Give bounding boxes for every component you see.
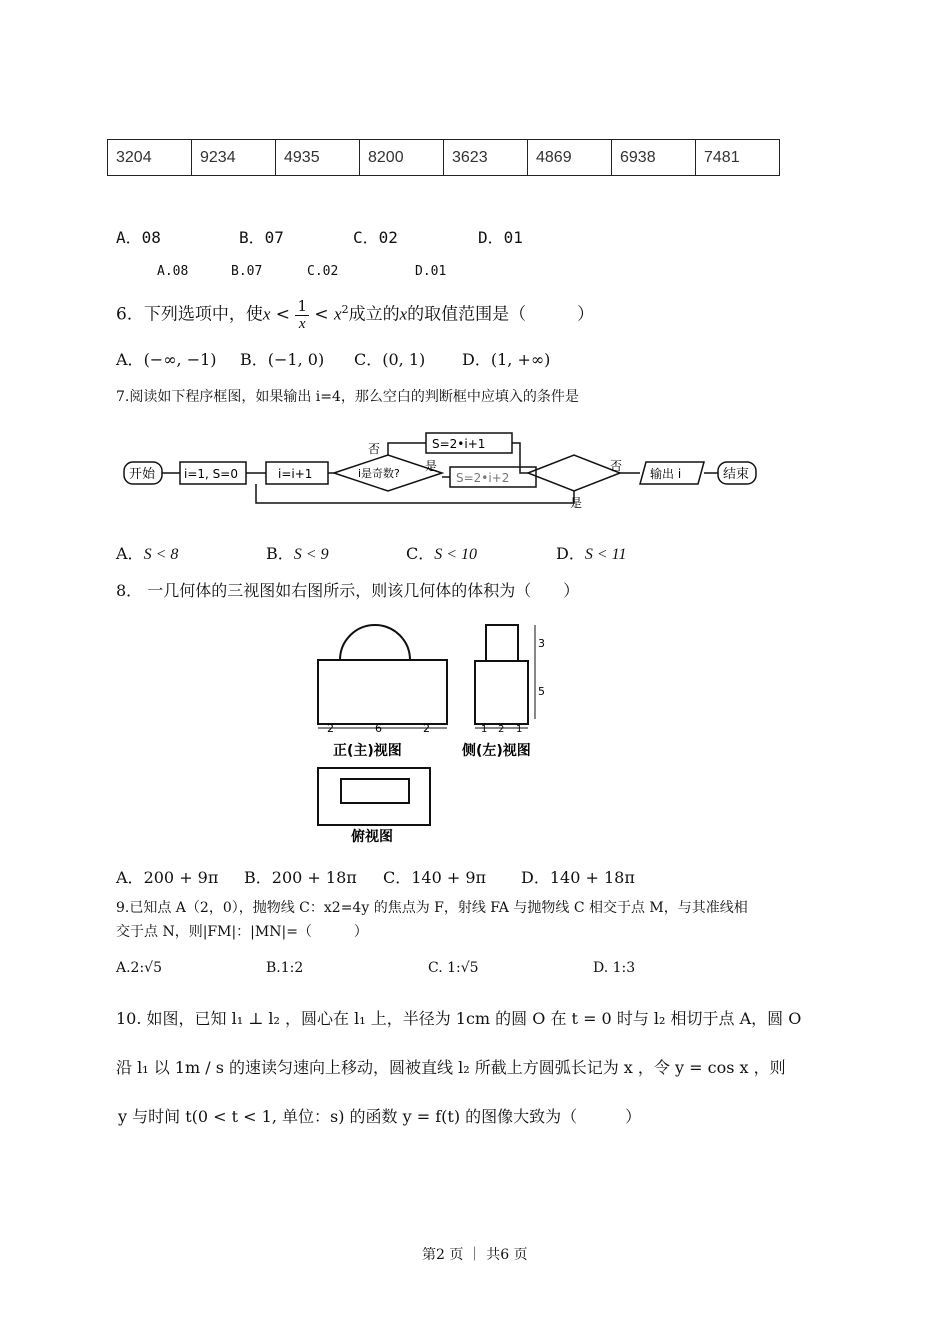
q6-b-label: B． bbox=[240, 350, 268, 369]
q6-a-label: A． bbox=[116, 350, 144, 369]
q6-a-value: (−∞, −1) bbox=[143, 350, 217, 369]
q6-b-value: (−1, 0) bbox=[267, 350, 325, 369]
q7-b-value: S < 9 bbox=[293, 546, 329, 563]
q8-a-label: A． bbox=[116, 868, 144, 887]
q9-option-c: C. 1:√5 bbox=[428, 960, 479, 976]
q7-b-label: B． bbox=[266, 544, 294, 563]
q5-option-d: D．01 bbox=[478, 228, 523, 247]
flow-s-yes: S=2•i+2 bbox=[456, 471, 510, 485]
flow-cond: i是奇数? bbox=[358, 467, 400, 480]
q8-b-label: B． bbox=[244, 868, 272, 887]
q7-a-label: A． bbox=[116, 544, 144, 563]
front-view-rect bbox=[318, 660, 447, 724]
q9-option-b: B.1:2 bbox=[266, 960, 304, 976]
front-view-label: 正(主)视图 bbox=[333, 743, 402, 759]
q5-options-small bbox=[157, 264, 446, 279]
q8-stem: 8． 一几何体的三视图如右图所示，则该几何体的体积为（ ） bbox=[116, 581, 580, 600]
q6-fraction bbox=[295, 298, 309, 333]
q7-c-value: S < 10 bbox=[434, 546, 478, 563]
q7-stem: 7.阅读如下程序框图，如果输出 i=4，那么空白的判断框中应填入的条件是 bbox=[116, 389, 579, 405]
q5-small-d: D.01 bbox=[415, 264, 447, 279]
random-number-table bbox=[107, 139, 780, 176]
dim-c: 2 bbox=[423, 722, 430, 735]
q10-line2: 沿 l₁ 以 1m / s 的速读匀速向上移动，圆被直线 l₂ 所截上方圆弧长记为 x ，令 y = cos x ，则 bbox=[116, 1058, 786, 1077]
dim-s1: 1 bbox=[481, 724, 488, 735]
q8-c-value: 140 + 9π bbox=[411, 868, 487, 887]
table-cell: 6938 bbox=[612, 140, 696, 176]
q6-suffix: 的取值范围是（ ） bbox=[407, 304, 595, 325]
q8-options bbox=[116, 865, 635, 888]
q9-line2: 交于点 N，则|FM|：|MN|=（ ） bbox=[116, 924, 368, 940]
q6-prefix: 6．下列选项中，使 bbox=[116, 304, 263, 325]
flow-init: i=1, S=0 bbox=[184, 467, 238, 481]
side-view-bottom bbox=[475, 661, 528, 724]
q5-option-b: B．07 bbox=[239, 228, 284, 247]
q6-c-value: (0, 1) bbox=[382, 350, 426, 369]
dim-s2: 2 bbox=[498, 724, 505, 735]
q7-flowchart bbox=[120, 425, 760, 525]
q6-var: x bbox=[262, 304, 271, 324]
q5-small-b: B.07 bbox=[231, 264, 263, 279]
table-row bbox=[108, 140, 780, 176]
table-cell: 7481 bbox=[696, 140, 780, 176]
q8-b-value: 200 + 18π bbox=[271, 868, 357, 887]
q10-line1: 10. 如图，已知 l₁ ⊥ l₂ ，圆心在 l₁ 上，半径为 1cm 的圆 O 在 t = 0 时与 l₂ 相切于点 A，圆 O bbox=[116, 1009, 802, 1028]
q9-options bbox=[116, 960, 635, 976]
q6-c-label: C． bbox=[354, 350, 383, 369]
q7-options bbox=[116, 541, 626, 564]
q7-d-value: S < 11 bbox=[584, 546, 627, 563]
table-cell: 4935 bbox=[276, 140, 360, 176]
dim-h2: 5 bbox=[538, 685, 545, 698]
q9-option-a: A.2:√5 bbox=[116, 960, 163, 976]
dim-h1: 3 bbox=[538, 637, 545, 650]
flow-cond2-no: 否 bbox=[610, 459, 623, 473]
table-cell: 8200 bbox=[360, 140, 444, 176]
q6-stem bbox=[116, 290, 594, 335]
q6-lt: < bbox=[270, 304, 296, 325]
q6-options bbox=[116, 347, 550, 370]
q6-var2: x bbox=[334, 304, 342, 324]
q6-var3: x bbox=[399, 304, 408, 324]
front-semicircle bbox=[340, 625, 410, 660]
q5-options bbox=[116, 225, 523, 248]
q7-c-label: C． bbox=[406, 544, 435, 563]
flow-yes-label: 是 bbox=[425, 459, 438, 473]
q5-option-a: A．08 bbox=[116, 228, 161, 247]
side-view-top bbox=[486, 625, 518, 661]
q5-option-c: C．02 bbox=[353, 228, 398, 247]
flow-cond2-yes: 是 bbox=[570, 496, 583, 510]
q6-frac-num: 1 bbox=[297, 296, 307, 315]
q6-sup: 2 bbox=[341, 303, 349, 316]
page-footer: 第2 页 ｜ 共6 页 bbox=[422, 1247, 528, 1263]
q6-d-value: (1, +∞) bbox=[490, 350, 551, 369]
q8-three-views bbox=[305, 615, 565, 850]
flow-end: 结束 bbox=[723, 467, 750, 482]
q6-frac-den: x bbox=[298, 315, 306, 332]
q7-a-value: S < 8 bbox=[143, 546, 179, 563]
flow-no-label: 否 bbox=[368, 442, 381, 456]
q6-mid: 成立的 bbox=[348, 304, 400, 325]
q8-d-label: D． bbox=[521, 868, 550, 887]
table-cell: 9234 bbox=[192, 140, 276, 176]
top-view-label: 俯视图 bbox=[351, 829, 393, 845]
q9-option-d: D. 1:3 bbox=[593, 960, 636, 976]
dim-b: 6 bbox=[375, 722, 382, 735]
q8-c-label: C． bbox=[383, 868, 412, 887]
flow-inc: i=i+1 bbox=[278, 467, 313, 481]
q7-d-label: D． bbox=[556, 544, 585, 563]
flow-start: 开始 bbox=[129, 467, 156, 482]
top-view-outer bbox=[318, 768, 430, 825]
q9-line1: 9.已知点 A（2，0），抛物线 C：x2=4y 的焦点为 F，射线 FA 与抛物线 C 相交于点 M，与其准线相 bbox=[116, 900, 748, 916]
q10-line3: y 与时间 t(0 < t < 1, 单位：s) 的函数 y = f(t) 的图像大致为（ ） bbox=[118, 1107, 642, 1126]
table-cell: 3204 bbox=[108, 140, 192, 176]
q6-d-label: D． bbox=[462, 350, 491, 369]
q5-small-c: C.02 bbox=[307, 264, 339, 279]
top-view-inner bbox=[341, 779, 409, 803]
q6-lt2: < bbox=[308, 304, 335, 325]
q5-small-a: A.08 bbox=[157, 264, 189, 279]
dim-a: 2 bbox=[327, 722, 334, 735]
dim-s3: 1 bbox=[516, 724, 523, 735]
table-cell: 4869 bbox=[528, 140, 612, 176]
table-cell: 3623 bbox=[444, 140, 528, 176]
flow-s-no: S=2•i+1 bbox=[432, 437, 486, 451]
q8-d-value: 140 + 18π bbox=[549, 868, 635, 887]
q8-a-value: 200 + 9π bbox=[143, 868, 219, 887]
flow-output: 输出 i bbox=[650, 467, 682, 481]
side-view-label: 侧(左)视图 bbox=[462, 743, 531, 759]
flow-cond2-diamond bbox=[528, 455, 623, 491]
